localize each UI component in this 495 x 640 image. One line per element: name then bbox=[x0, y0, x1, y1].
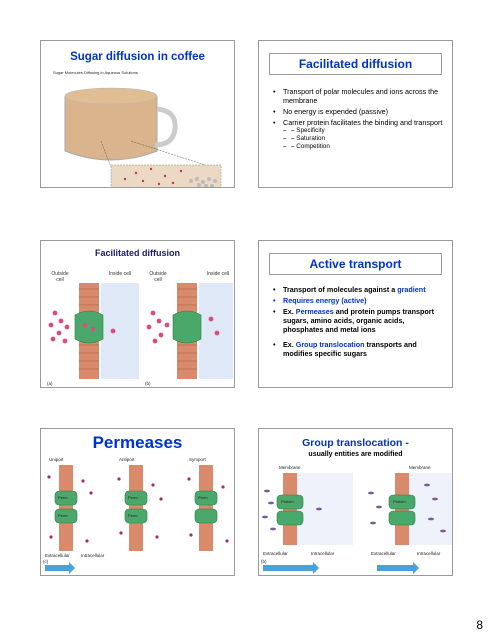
label-intracellular-b: Intracellular bbox=[417, 551, 441, 556]
slide-title: Active transport bbox=[269, 253, 442, 275]
slide-title: Group translocation - bbox=[302, 437, 409, 449]
slide-title: Sugar diffusion in coffee bbox=[70, 51, 205, 63]
figure-caption: Sugar Molecules Diffusing in Aqueous Solutions bbox=[53, 70, 138, 75]
slide-permeases bbox=[40, 428, 235, 576]
label-intracellular: Intracellular bbox=[81, 553, 105, 558]
label-outside-cell-b: Outside cell bbox=[149, 271, 167, 283]
sub-bullet-list bbox=[283, 127, 446, 151]
perm-label: Perm bbox=[128, 513, 138, 518]
panel-letter: (b) bbox=[261, 559, 267, 564]
slide-facilitated-diffusion bbox=[258, 40, 453, 188]
label-intracellular-a: Intracellular bbox=[311, 551, 335, 556]
sub-bullet-item: – – Competition bbox=[283, 143, 446, 151]
perm-label: Perm bbox=[198, 495, 208, 500]
panel-label-a: (a) bbox=[47, 381, 53, 386]
slide-facilitated-diffusion-figure bbox=[40, 240, 235, 388]
bullet-list bbox=[273, 87, 446, 153]
bullet-list bbox=[273, 285, 446, 360]
membrane-diagram-b bbox=[41, 241, 235, 388]
label-membrane-b: Membrane bbox=[409, 465, 431, 470]
sub-bullet-item: – – Saturation bbox=[283, 135, 446, 143]
bullet-item: • Ex. Permeases and protein pumps transport sugars, amino acids, organic acids, phosphates and metal ions bbox=[273, 307, 446, 334]
protein-label: Protein bbox=[393, 499, 406, 504]
label-symport: Symport bbox=[189, 457, 206, 462]
label-antiport: Antiport bbox=[119, 457, 135, 462]
perm-label: Perm bbox=[58, 513, 68, 518]
bullet-text: Carrier protein facilitates the binding and transport bbox=[283, 118, 443, 127]
slide-group-translocation bbox=[258, 428, 453, 576]
permease-diagram bbox=[41, 429, 235, 576]
bullet-item bbox=[273, 118, 446, 151]
slide-subtitle: usually entities are modified bbox=[308, 451, 403, 458]
label-extracellular-b: Extracellular bbox=[371, 551, 396, 556]
slide-title: Facilitated diffusion bbox=[269, 53, 442, 75]
label-inside-cell-b: Inside cell bbox=[206, 271, 230, 277]
slide-sugar-diffusion bbox=[40, 40, 235, 188]
slide-active-transport bbox=[258, 240, 453, 388]
page-number: 8 bbox=[476, 618, 483, 632]
bullet-item: • Requires energy (active) bbox=[273, 296, 446, 305]
perm-label: Perm bbox=[128, 495, 138, 500]
panel-letter: (c) bbox=[43, 559, 49, 564]
panel-label-b: (b) bbox=[145, 381, 151, 386]
label-outside-cell-a: Outside cell bbox=[51, 271, 69, 283]
bullet-item: • No energy is expended (passive) bbox=[273, 107, 446, 116]
label-membrane-a: Membrane bbox=[279, 465, 301, 470]
slide-title: Facilitated diffusion bbox=[94, 248, 180, 258]
slide-title: Permeases bbox=[92, 433, 183, 452]
bullet-item: • Transport of polar molecules and ions across the membrane bbox=[273, 87, 446, 105]
sugar-molecules-detail bbox=[41, 41, 235, 188]
label-extracellular: Extracellular bbox=[45, 553, 70, 558]
bullet-item: • Ex. Group translocation transports and modifies specific sugars bbox=[273, 340, 446, 358]
label-inside-cell-a: Inside cell bbox=[108, 271, 132, 277]
label-uniport: Uniport bbox=[49, 457, 64, 462]
perm-label: Perm bbox=[58, 495, 68, 500]
sub-bullet-item: – – Specificity bbox=[283, 127, 446, 135]
bullet-item: • Transport of molecules against a gradient bbox=[273, 285, 446, 294]
label-extracellular-a: Extracellular bbox=[263, 551, 288, 556]
protein-label: Protein bbox=[281, 499, 294, 504]
